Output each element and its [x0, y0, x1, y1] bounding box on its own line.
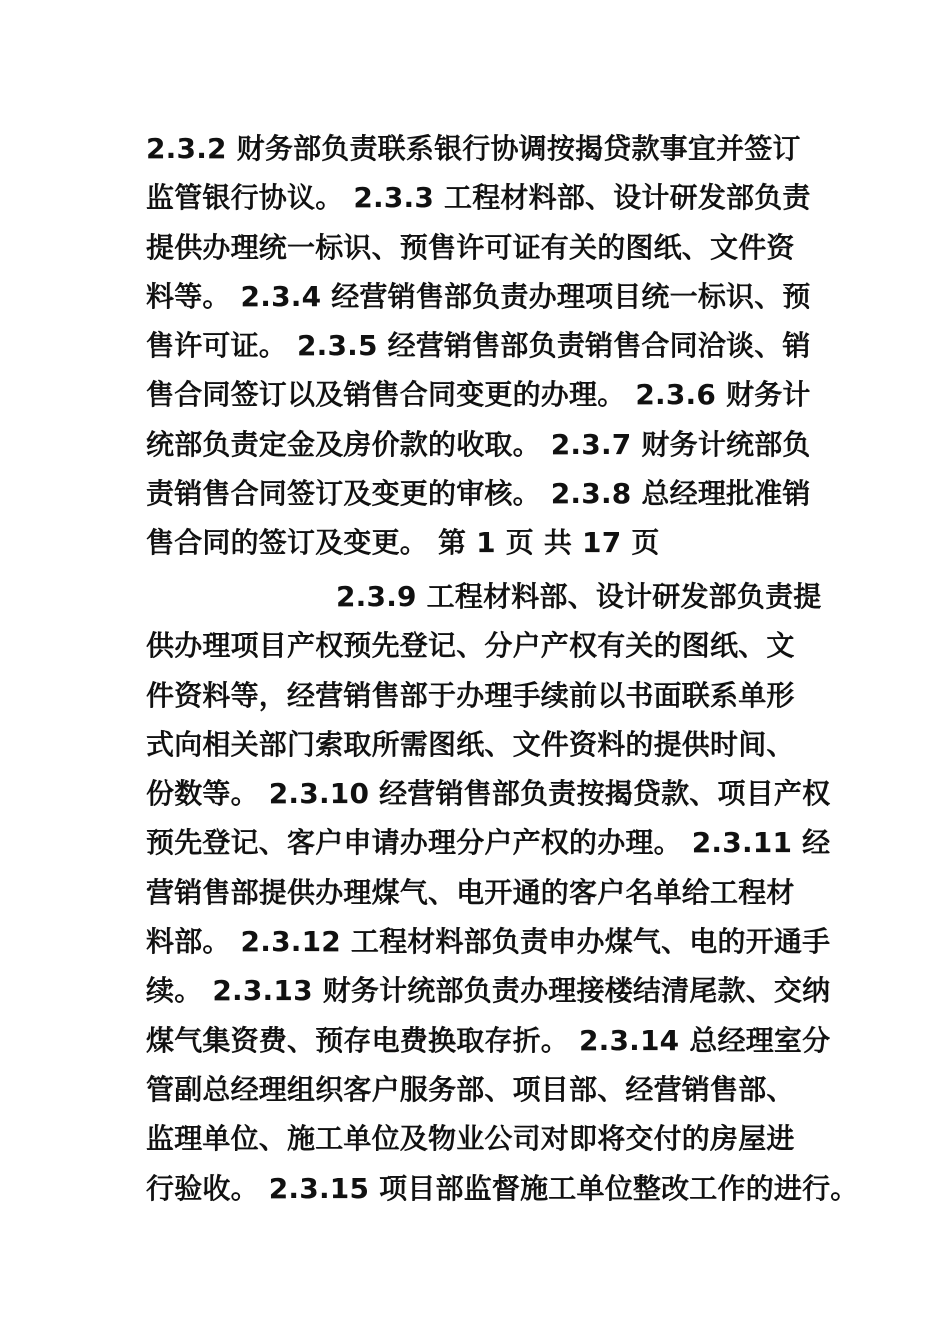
text-line: 统部负责定金及房价款的收取。 2.3.7 财务计统部负 [146, 427, 811, 461]
text-line: 料部。 2.3.12 工程材料部负责申办煤气、电的开通手 [146, 925, 831, 959]
paragraph-1 [146, 124, 816, 568]
text-line: 续。 2.3.13 财务计统部负责办理接楼结清尾款、交纳 [146, 974, 831, 1008]
text-line: 2.3.2 财务部负责联系银行协调按揭贷款事宜并签订 [146, 132, 801, 165]
text-line: 售许可证。 2.3.5 经营销售部负责销售合同洽谈、销 [146, 329, 811, 363]
text-line: 煤气集资费、预存电费换取存折。 2.3.14 总经理室分 [146, 1023, 831, 1057]
text-line: 管副总经理组织客户服务部、项目部、经营销售部、 [146, 1072, 795, 1106]
text-line: 料等。 2.3.4 经营销售部负责办理项目统一标识、预 [146, 279, 811, 313]
text-line: 2.3.9 工程材料部、设计研发部负责提 [336, 580, 822, 613]
text-line: 提供办理统一标识、预售许可证有关的图纸、文件资 [146, 230, 795, 264]
text-line: 售合同签订以及销售合同变更的办理。 2.3.6 财务计 [146, 378, 811, 412]
text-line: 件资料等，经营销售部于办理手续前以书面联系单形 [146, 678, 795, 712]
text-line: 预先登记、客户申请办理分户产权的办理。 2.3.11 经 [146, 826, 831, 860]
paragraph-2 [146, 572, 859, 1213]
text-line-page-number: 售合同的签订及变更。 第 1 页 共 17 页 [146, 526, 660, 560]
text-line: 式向相关部门索取所需图纸、文件资料的提供时间、 [146, 727, 795, 761]
text-line: 监管银行协议。 2.3.3 工程材料部、设计研发部负责 [146, 181, 811, 215]
text-line: 份数等。 2.3.10 经营销售部负责按揭贷款、项目产权 [146, 777, 831, 811]
text-line: 监理单位、施工单位及物业公司对即将交付的房屋进 [146, 1122, 795, 1156]
text-line: 营销售部提供办理煤气、电开通的客户名单给工程材 [146, 875, 795, 909]
text-line: 责销售合同签订及变更的审核。 2.3.8 总经理批准销 [146, 477, 811, 511]
text-line: 供办理项目产权预先登记、分户产权有关的图纸、文 [146, 629, 795, 663]
text-line: 行验收。 2.3.15 项目部监督施工单位整改工作的进行。 [146, 1171, 859, 1205]
